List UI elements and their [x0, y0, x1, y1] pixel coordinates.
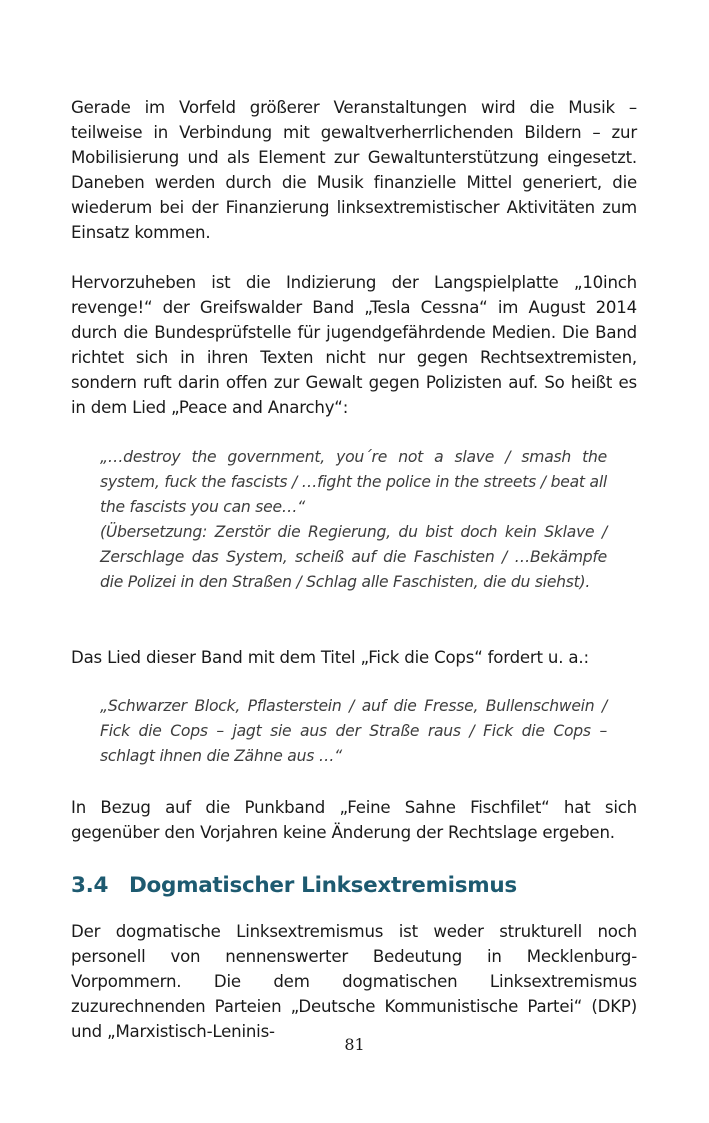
- section-title: Dogmatischer Linksextremismus: [129, 873, 517, 898]
- page-number: 81: [344, 1035, 365, 1054]
- paragraph-tesla-cessna: Hervorzuheben ist die Indizierung der Langspielplatte „10inch revenge!“ der Greifswalder Band „Tesla Cessna“ im August 2014 durch die Bundesprüfstelle für jugendgefährdende Medien. Die Band richtet sich in ihren Texten nicht nur gegen Rechtsextremisten, sondern ruft darin offen zur Gewalt gegen Polizisten auf. So heißt es in dem Lied „Peace and Anarchy“:: [71, 273, 637, 417]
- section-number: 3.4: [71, 873, 109, 898]
- quote-translation: (Übersetzung: Zerstör die Regierung, du bist doch kein Sklave / Zerschlage das System, scheiß auf die Faschisten / …Bekämpfe die Polizei in den Straßen / Schlag alle Faschisten, die du siehst).: [100, 523, 607, 591]
- section-heading: [71, 871, 637, 901]
- paragraph-feine-sahne-fischfilet: In Bezug auf die Punkband „Feine Sahne Fischfilet“ hat sich gegenüber den Vorjahren keine Änderung der Rechtslage ergeben.: [71, 798, 637, 842]
- quote-lyrics: „…destroy the government, you´re not a slave / smash the system, fuck the fascists / …fight the police in the streets / beat all the fascists you can see…“: [100, 448, 607, 516]
- paragraph-music-mobilisation: Gerade im Vorfeld größerer Veranstaltungen wird die Musik – teilweise in Verbindung mit gewaltverherrlichenden Bildern – zur Mobilisierung und als Element zur Gewaltunterstützung eingesetzt. Daneben werden durch die Musik finanzielle Mittel generiert, die wiederum bei der Finanzierung linksextremistischer Aktivitäten zum Einsatz kommen.: [71, 98, 637, 242]
- paragraph-dogmatic-left: Der dogmatische Linksextremismus ist weder strukturell noch personell von nennenswerter Bedeutung in Mecklenburg-Vorpommern. Die dem dogmatischen Linksextremismus zuzurechnenden Parteien „Deutsche Kommunistische Partei“ (DKP) und „Marxistisch-Leninis-: [71, 922, 637, 1041]
- quote-fick-die-cops: „Schwarzer Block, Pflasterstein / auf die Fresse, Bullenschwein / Fick die Cops – jagt sie aus der Straße raus / Fick die Cops – schlagt ihnen die Zähne aus …“: [100, 697, 607, 765]
- paragraph-fick-die-cops-intro: Das Lied dieser Band mit dem Titel „Fick die Cops“ fordert u. a.:: [71, 648, 589, 667]
